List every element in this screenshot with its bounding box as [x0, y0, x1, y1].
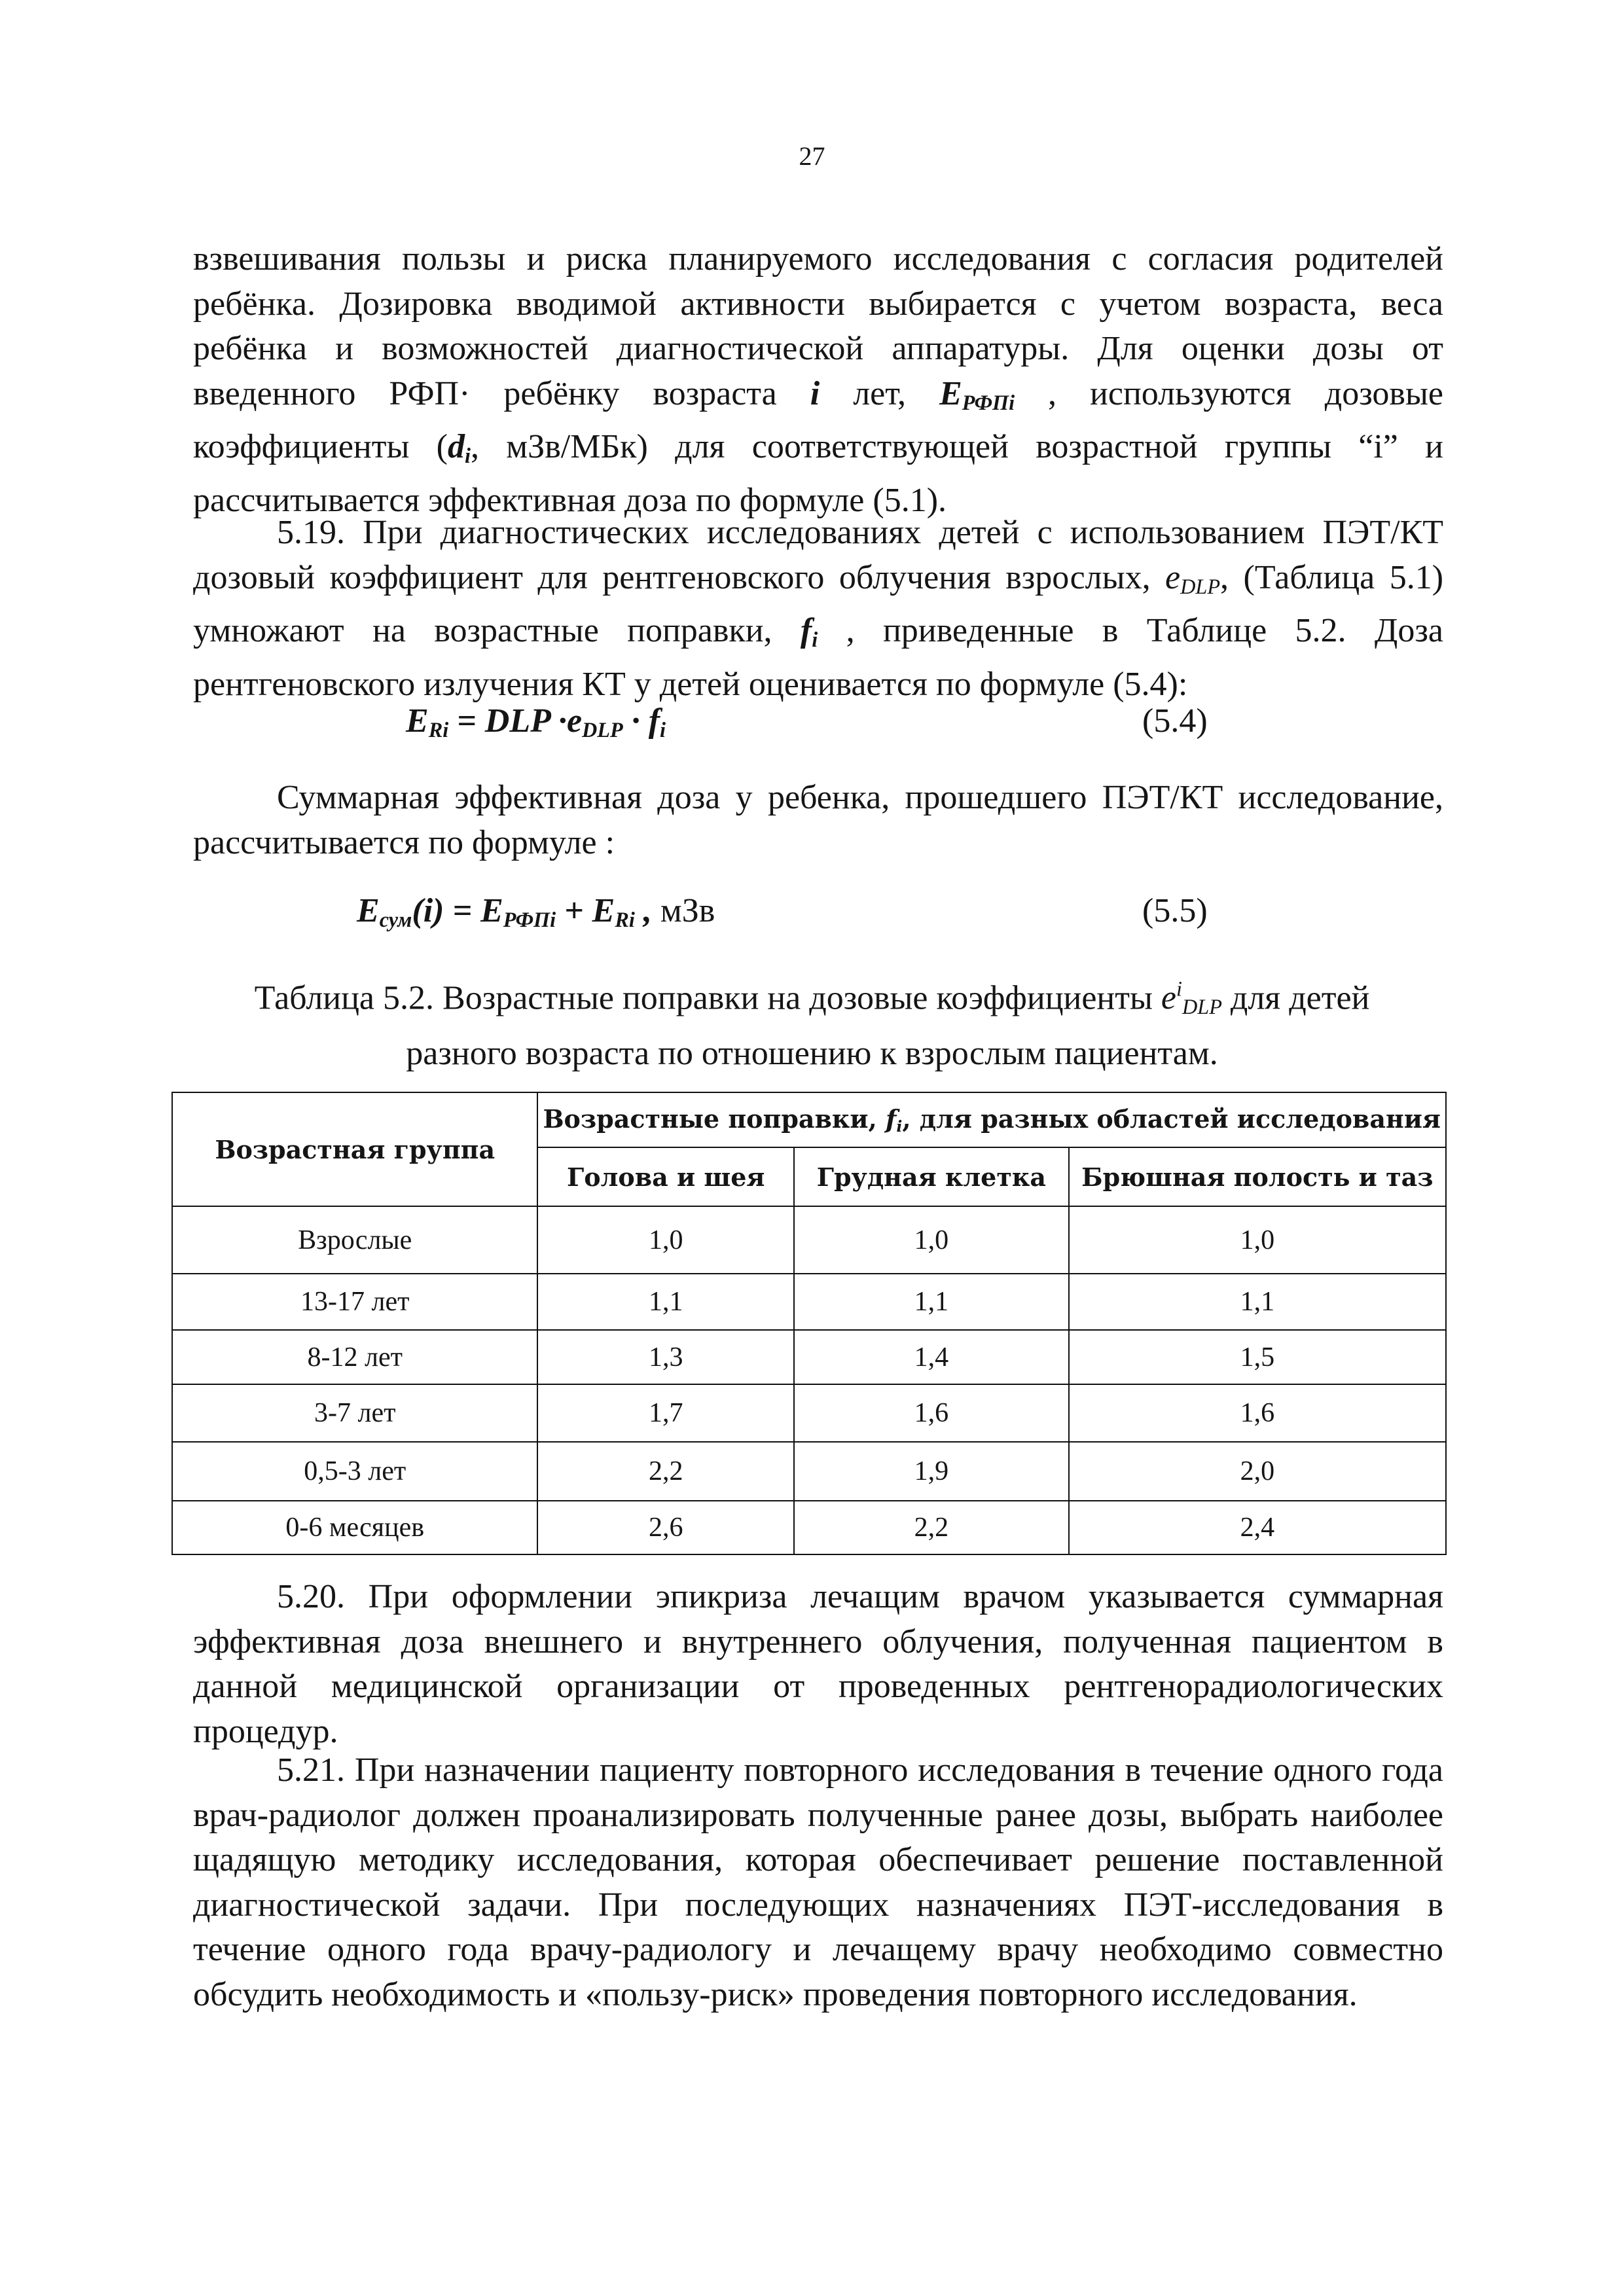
- paragraph-5-21: 5.21. При назначении пациенту повторного исследования в течение одного года врач-радиолог должен проанализировать полученные ранее дозы, выбрать наиболее щадящую методику исследования, которая обеспечивает решение поставленной диагностической задачи. При последующих назначениях ПЭТ-исследования в течение одного года врачу-радиологу и лечащему врачу необходимо совместно обсудить необходимость и «пользу-риск» проведения повторного исследования.: [193, 1751, 1443, 2013]
- formula-5-4: $E_{Ri}$ = DLP $\cdot e_{DLP} \cdot f_i$: [406, 702, 666, 742]
- age-correction-table: [171, 1092, 1447, 1555]
- header-age-corrections: Возрастные поправки, $f_i$, для разных областей исследования: [537, 1092, 1446, 1147]
- cell-value: 1,0: [537, 1206, 794, 1274]
- paragraph-intro: взвешивания пользы и риска планируемого исследования с согласия родителей ребёнка. Дозировка вводимой активности выбирается с учетом возраста, веса ребёнка и возможностей диагностической аппаратуры. Для оценки дозы от введенного РФП· ребёнку возраста i лет, $E_{РФПi}$ , используются дозовые коэффициенты ($d_i$, мЗв/МБк) для соответствующей возрастной группы “i” и рассчитывается эффективная доза по формуле (5.1).: [193, 240, 1444, 519]
- table-row: [172, 1274, 1446, 1330]
- table-row: [172, 1384, 1446, 1442]
- cell-age-group: 8-12 лет: [172, 1330, 537, 1384]
- cell-value: 1,1: [537, 1274, 794, 1330]
- paragraph-total-dose: Суммарная эффективная доза у ребенка, прошедшего ПЭТ/КТ исследование, рассчитывается по формуле :: [193, 779, 1443, 861]
- cell-value: 1,1: [794, 1274, 1069, 1330]
- table-row: [172, 1206, 1446, 1274]
- header-head-neck: Голова и шея: [537, 1147, 794, 1206]
- cell-age-group: 13-17 лет: [172, 1274, 537, 1330]
- cell-value: 2,6: [537, 1501, 794, 1554]
- paragraph-5-19: 5.19. При диагностических исследованиях детей с использованием ПЭТ/КТ дозовый коэффициент для рентгеновского облучения взрослых, $e_{DLP}$, (Таблица 5.1) умножают на возрастные поправки, $f_i$ , приведенные в Таблице 5.2. Доза рентгеновского излучения КТ у детей оценивается по формуле (5.4):: [193, 514, 1444, 703]
- cell-value: 1,5: [1069, 1330, 1446, 1384]
- cell-value: 1,6: [794, 1384, 1069, 1442]
- equation-number-5-5: (5.5): [1142, 892, 1208, 929]
- cell-value: 1,9: [794, 1442, 1069, 1501]
- cell-value: 2,2: [537, 1442, 794, 1501]
- paragraph-5-20: 5.20. При оформлении эпикриза лечащим врачом указывается суммарная эффективная доза внешнего и внутреннего облучения, полученная пациентом в данной медицинской организации от проведенных рентгенорадиологических процедур.: [193, 1578, 1443, 1750]
- cell-age-group: 3-7 лет: [172, 1384, 537, 1442]
- header-age-group: Возрастная группа: [172, 1092, 537, 1206]
- cell-age-group: 0,5-3 лет: [172, 1442, 537, 1501]
- table-row: [172, 1442, 1446, 1501]
- cell-value: 2,0: [1069, 1442, 1446, 1501]
- formula-unit: мЗв: [660, 892, 715, 929]
- cell-value: 1,0: [794, 1206, 1069, 1274]
- cell-age-group: 0-6 месяцев: [172, 1501, 537, 1554]
- table-row: [172, 1501, 1446, 1554]
- cell-value: 1,0: [1069, 1206, 1446, 1274]
- cell-age-group: Взрослые: [172, 1206, 537, 1274]
- formula-5-5: $E_{сум}(i) = E_{РФПi} + E_{Ri}$ , мЗв: [357, 892, 715, 932]
- header-abdomen-pelvis: Брюшная полость и таз: [1069, 1147, 1446, 1206]
- table-caption: [0, 965, 1624, 1077]
- equation-number-5-4: (5.4): [1142, 702, 1208, 740]
- table-caption-line-1: Таблица 5.2. Возрастные поправки на дозовые коэффициенты $e^i_{DLP}$ для детей: [254, 977, 1370, 1019]
- cell-value: 2,4: [1069, 1501, 1446, 1554]
- cell-value: 2,2: [794, 1501, 1069, 1554]
- cell-value: 1,7: [537, 1384, 794, 1442]
- cell-value: 1,3: [537, 1330, 794, 1384]
- table-caption-line-2: разного возраста по отношению к взрослым пациентам.: [406, 1035, 1218, 1073]
- cell-value: 1,6: [1069, 1384, 1446, 1442]
- cell-value: 1,4: [794, 1330, 1069, 1384]
- page-number: 27: [799, 141, 825, 171]
- header-chest: Грудная клетка: [794, 1147, 1069, 1206]
- table-row: [172, 1330, 1446, 1384]
- cell-value: 1,1: [1069, 1274, 1446, 1330]
